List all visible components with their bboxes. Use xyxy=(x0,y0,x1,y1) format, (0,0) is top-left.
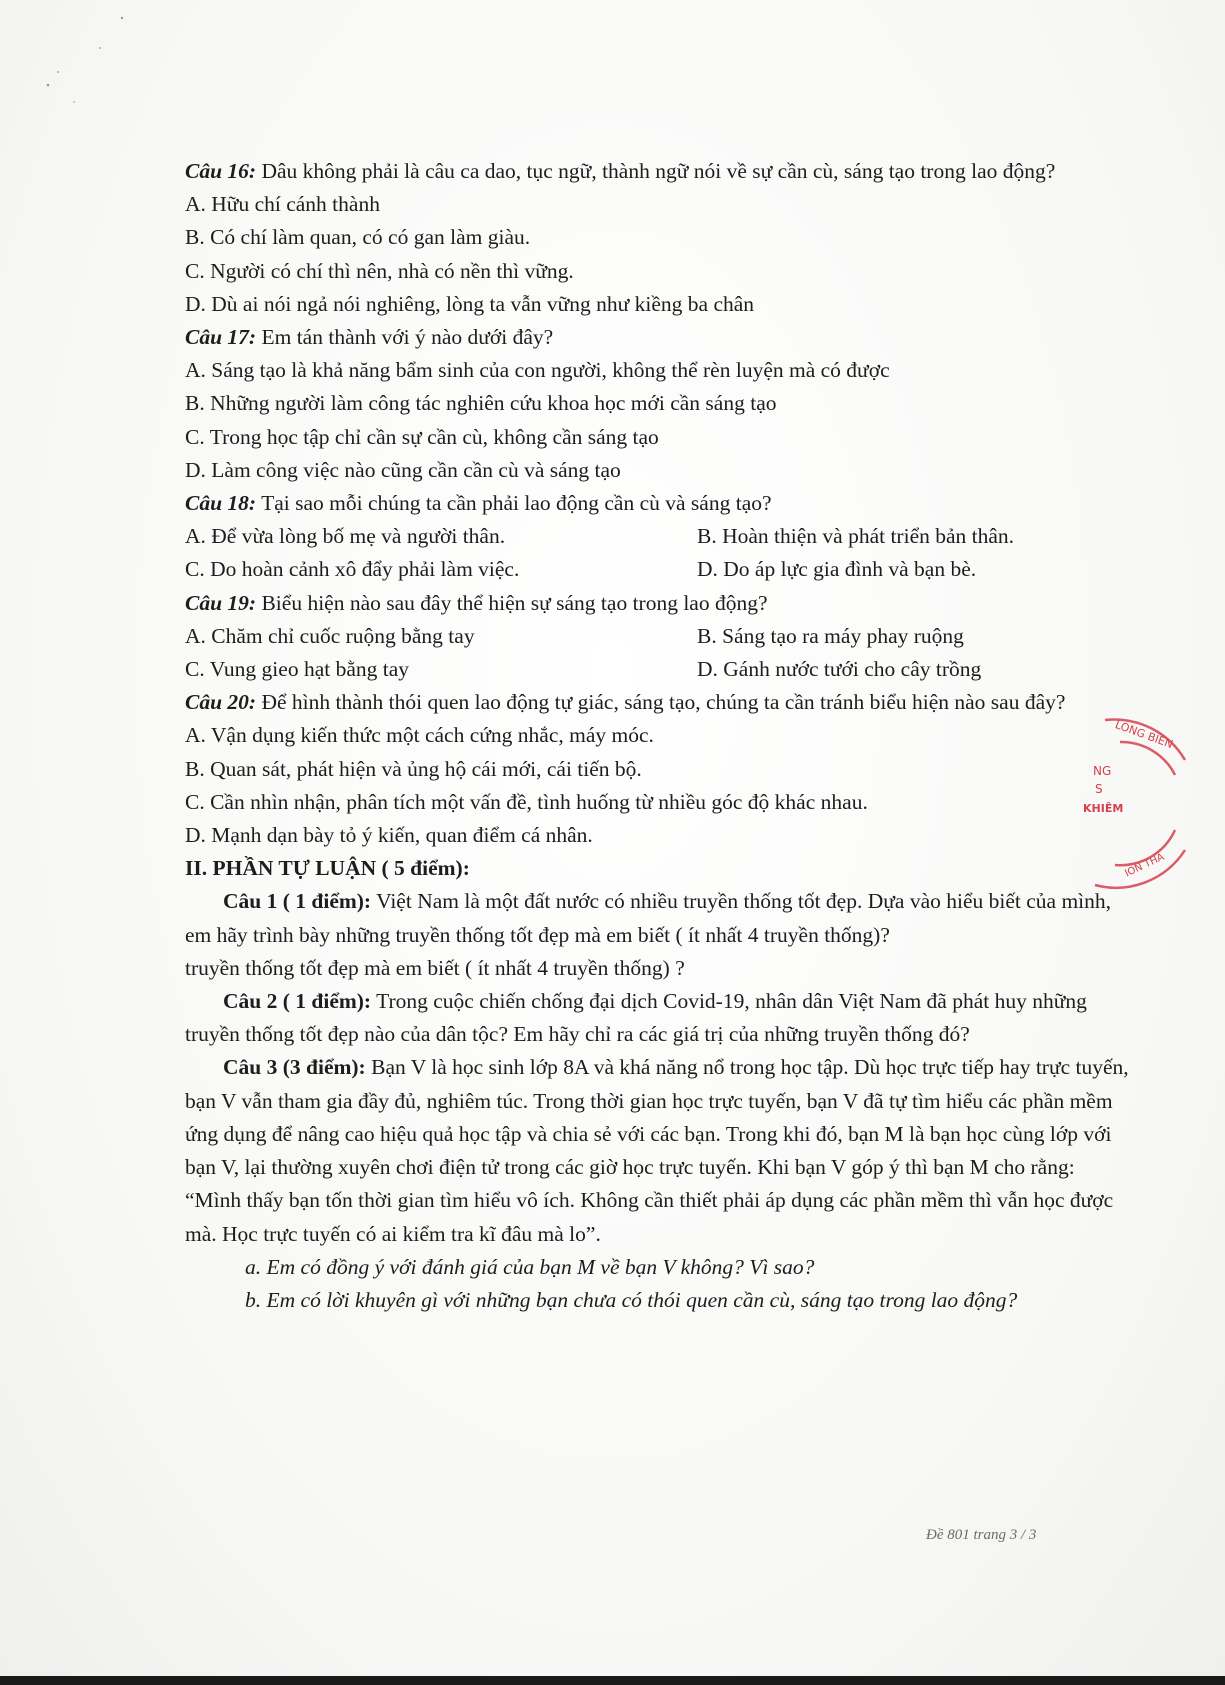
question-label: Câu 20: xyxy=(185,690,257,715)
option-b: B. Hoàn thiện và phát triển bản thân. xyxy=(697,524,1015,549)
option-a: A. Hữu chí cánh thành xyxy=(185,192,380,217)
essay-text: Bạn V là học sinh lớp 8A và khá năng nổ trong học tập. Dù học trực tiếp hay trực tuyến, bạn V vẫn tham gia đầy đủ, nghiêm túc. Trong thời gian học trực tuyến, bạn V đã tự tìm hiểu các phần mềm ứng dụng để nâng cao hiệu quả học tập và chia sẻ với các bạn. Trong khi đó, bạn M là bạn học cùng lớp với bạn V, lại thường xuyên chơi điện tử trong các giờ học trực tuyến. Khi bạn V góp ý thì bạn M cho rằng: “Mình thấy bạn tốn thời gian tìm hiểu vô ích. Không cần thiết phải áp dụng các phần mềm thì vẫn học được mà. Học trực tuyến có ai kiểm tra kĩ đâu mà lo”. xyxy=(185,1055,1129,1246)
essay-question-3 xyxy=(185,1051,1135,1250)
option-d: D. Dù ai nói ngả nói nghiêng, lòng ta vẫn vững như kiềng ba chân xyxy=(185,291,755,316)
option-c: C. Người có chí thì nên, nhà có nền thì vững. xyxy=(185,258,574,283)
option-c: C. Cần nhìn nhận, phân tích một vấn đề, tình huống từ nhiều góc độ khác nhau. xyxy=(185,789,868,814)
stamp-text-top: LONG BIÊN xyxy=(1113,718,1175,752)
essay-subquestion-a: a. Em có đồng ý với đánh giá của bạn M về bạn V không? Vì sao? xyxy=(245,1254,815,1279)
question-text: Để hình thành thói quen lao động tự giác, sáng tạo, chúng ta cần tránh biểu hiện nào sau đây? xyxy=(256,690,1066,715)
essay-text: Trong cuộc chiến chống đại dịch Covid-19, nhân dân Việt Nam đã phát huy những truyền thống tốt đẹp nào của dân tộc? Em hãy chỉ ra các giá trị của những truyền thống đó? xyxy=(185,989,1087,1047)
question-text: Dâu không phải là câu ca dao, tục ngữ, thành ngữ nói về sự cần cù, sáng tạo trong lao động? xyxy=(256,159,1056,183)
question-label: Câu 16: xyxy=(185,159,257,183)
options-row xyxy=(185,520,1135,553)
stamp-text-line-1: NG xyxy=(1093,764,1112,778)
option-a: A. Để vừa lòng bố mẹ và người thân. xyxy=(185,524,506,549)
question-20 xyxy=(185,686,1135,719)
options-row xyxy=(185,653,1135,686)
options-row xyxy=(185,620,1135,653)
school-stamp xyxy=(1065,700,1205,900)
stamp-text-line-3: KHIÊM xyxy=(1083,802,1124,815)
essay-label: Câu 1 ( 1 điểm): xyxy=(223,889,372,914)
option-a: A. Sáng tạo là khả năng bẩm sinh của con người, không thể rèn luyện mà có được xyxy=(185,358,890,383)
question-18 xyxy=(185,487,1135,520)
option-d: D. Do áp lực gia đình và bạn bè. xyxy=(697,557,977,582)
option-d: D. Mạnh dạn bày tỏ ý kiến, quan điểm cá nhân. xyxy=(185,823,593,848)
essay-subquestion-b: b. Em có lời khuyên gì với những bạn chưa có thói quen cần cù, sáng tạo trong lao động? xyxy=(245,1287,1018,1312)
question-label: Câu 18: xyxy=(185,491,257,516)
stamp-text-bottom: ION THÀ xyxy=(1123,851,1166,880)
options-row xyxy=(185,553,1135,586)
option-d: D. Làm công việc nào cũng cần cần cù và sáng tạo xyxy=(185,457,621,482)
essay-label: Câu 3 (3 điểm): xyxy=(223,1055,366,1080)
option-c: C. Vung gieo hạt bằng tay xyxy=(185,657,410,682)
option-b: B. Những người làm công tác nghiên cứu khoa học mới cần sáng tạo xyxy=(185,391,777,416)
option-c: C. Trong học tập chỉ cần sự cần cù, không cần sáng tạo xyxy=(185,424,659,449)
question-label: Câu 19: xyxy=(185,590,257,615)
option-a: A. Vận dụng kiến thức một cách cứng nhắc, máy móc. xyxy=(185,723,654,748)
question-text: Biểu hiện nào sau đây thể hiện sự sáng tạo trong lao động? xyxy=(256,590,768,615)
option-b: B. Quan sát, phát hiện và ủng hộ cái mới, cái tiến bộ. xyxy=(185,756,642,781)
section-heading: II. PHẦN TỰ LUẬN ( 5 điểm): xyxy=(185,856,470,881)
question-19 xyxy=(185,587,1135,620)
essay-text: Việt Nam là một đất nước có nhiều truyền thống tốt đẹp. Dựa vào hiểu biết của mình, em hãy trình bày những truyền thống tốt đẹp mà em biết ( ít nhất 4 truyền thống)? xyxy=(185,889,1112,947)
option-d: D. Gánh nước tưới cho cây trồng xyxy=(697,657,982,682)
question-text: Tại sao mỗi chúng ta cần phải lao động cần cù và sáng tạo? xyxy=(256,491,772,516)
question-text: Em tán thành với ý nào dưới đây? xyxy=(256,325,554,350)
essay-label: Câu 2 ( 1 điểm): xyxy=(223,989,372,1014)
essay-question-1 xyxy=(185,885,1135,951)
option-a: A. Chăm chỉ cuốc ruộng bằng tay xyxy=(185,623,475,648)
essay-question-1-repeat: truyền thống tốt đẹp mà em biết ( ít nhất 4 truyền thống) ? xyxy=(185,955,685,980)
option-b: B. Có chí làm quan, có có gan làm giàu. xyxy=(185,225,531,250)
question-16 xyxy=(185,155,1135,188)
page-footer: Đề 801 trang 3 / 3 xyxy=(926,1527,1037,1543)
stamp-text-line-2: S xyxy=(1095,782,1103,796)
option-c: C. Do hoàn cảnh xô đẩy phải làm việc. xyxy=(185,557,520,582)
exam-content xyxy=(185,155,1135,1317)
essay-question-2 xyxy=(185,985,1135,1051)
question-17 xyxy=(185,321,1135,354)
scan-specks xyxy=(40,10,140,130)
scan-edge-bar xyxy=(0,1676,1225,1685)
option-b: B. Sáng tạo ra máy phay ruộng xyxy=(697,623,964,648)
question-label: Câu 17: xyxy=(185,325,257,350)
